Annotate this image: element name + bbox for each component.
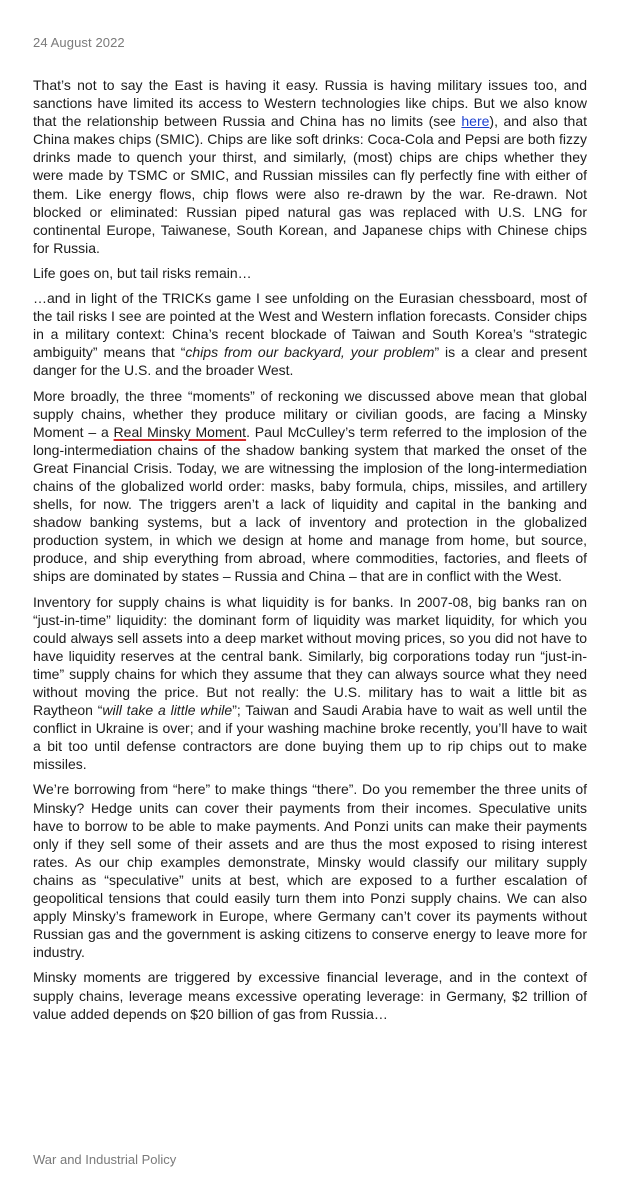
paragraph-2: Life goes on, but tail risks remain…	[33, 264, 252, 281]
paragraph-5-text-b: ”; Taiwan and Saudi Arabia have to wait as well until the conflict in Ukraine is over; and if your washing machine broke recently, you’ll have to wait a bit too until defense contractors are done buying them up to rip chips out to make missiles.	[33, 702, 587, 773]
article-body	[33, 76, 587, 1030]
paragraph-5-text-a: Inventory for supply chains is what liquidity is for banks. In 2007-08, big banks ran on “just-in-time” liquidity: the dominant form of liquidity was market liquidity, for which you could always sell assets into a deep market without moving prices, so you did not have to have liquidity reserves at the central bank. Similarly, big corporations today run “just-in-time” supply chains for which they assume that they can always source what they need without moving the price. But not really: the U.S. military has to wait a little bit as Raytheon “	[33, 593, 587, 719]
paragraph-3-text-b: ” is a clear and present danger for the U.S. and the broader West.	[33, 344, 588, 379]
paragraph-5	[33, 593, 587, 774]
paragraph-1	[33, 76, 587, 257]
real-minsky-moment-highlight: Real Minsky Moment	[113, 423, 247, 440]
here-link[interactable]: here	[461, 113, 490, 130]
paragraph-7: Minsky moments are triggered by excessive financial leverage, and in the context of supply chains, leverage means excessive operating leverage: in Germany, $2 trillion of value added depends on $20 billion of gas from Russia…	[33, 969, 587, 1022]
paragraph-4-text-a: More broadly, the three “moments” of reckoning we discussed above mean that global supply chains, whether they produce military or civilian goods, are facing a Minsky Moment – a	[33, 387, 587, 440]
paragraph-4-text-b: . Paul McCulley’s term referred to the implosion of the long-intermediation chains of the shadow banking system that marked the onset of the Great Financial Crisis. Today, we are witnessing the implosion of the long-intermediation chains of the globalized world order: masks, baby formula, chips, missiles, and artillery shells, for now. The triggers aren’t a lack of liquidity and capital in the banking and shadow banking systems, but a lack of inventory and protection in the globalized production system, in which we design at home and manage from home, but source, produce, and ship everything from abroad, where commodities, factories, and fleets of ships are dominated by states – Russia and China – that are in conflict with the West.	[33, 423, 587, 585]
page-date: 24 August 2022	[33, 35, 125, 50]
paragraph-1-text-b: ), and also that China makes chips (SMIC). Chips are like soft drinks: Coca-Cola and Pepsi are both fizzy drinks made to quench your thirst, and similarly, (most) chips are chips whether they were made by TSMC or SMIC, and Russian missiles can fly perfectly fine with either of them. Like energy flows, chip flows were also re-drawn by the war. Re-drawn. Not blocked or eliminated: Russian piped natural gas was replaced with U.S. LNG for continental Europe, Taiwanese, South Korean, and Japanese chips with Chinese chips for Russia.	[33, 113, 587, 256]
paragraph-3	[33, 289, 587, 379]
paragraph-4	[33, 387, 587, 586]
paragraph-6: We’re borrowing from “here” to make things “there”. Do you remember the three units of Minsky? Hedge units can cover their payments from their incomes. Speculative units have to borrow to be able to make payments. And Ponzi units can make their payments only if they sell some of their assets and are thus the most exposed to rising interest rates. As our chip examples demonstrate, Minsky would classify our military supply chains as “speculative” units at best, which are exposed to a further escalation of geopolitical tensions that could easily turn them into Ponzi supply chains. We can also apply Minsky’s framework in Europe, where Germany can’t cover its payments without Russian gas and the government is asking citizens to conserve energy to leave more for industry.	[33, 781, 587, 961]
paragraph-5-italic-quote: will take a little while	[102, 702, 233, 719]
page-footer-section-title: War and Industrial Policy	[33, 1152, 177, 1167]
paragraph-3-text-a: …and in light of the TRICKs game I see unfolding on the Eurasian chessboard, most of the tail risks I see are pointed at the West and Western inflation forecasts. Consider chips in a military context: China’s recent blockade of Taiwan and South Korea’s “strategic ambiguity” means that “	[33, 290, 587, 361]
paragraph-3-italic-quote: chips from our backyard, your problem	[185, 344, 435, 361]
paragraph-1-text-a: That’s not to say the East is having it easy. Russia is having military issues too, and sanctions have limited its access to Western technologies like chips. But we also know that the relationship between Russia and China has no limits (see	[33, 77, 587, 130]
